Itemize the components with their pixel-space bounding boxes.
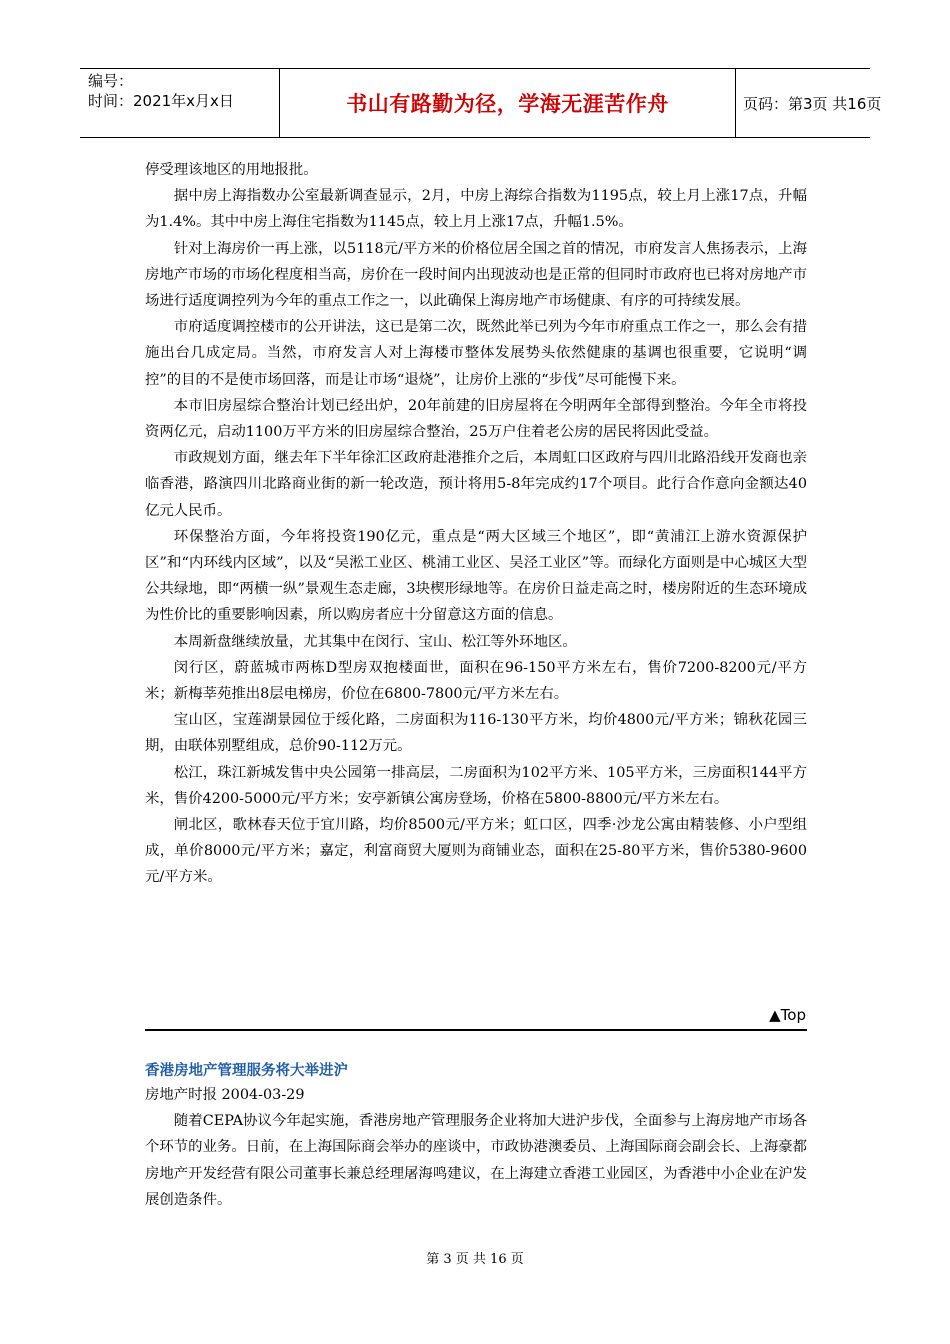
back-to-top-link[interactable]: ▲Top: [769, 1006, 806, 1024]
time-label: 时间：2021年x月x日: [88, 92, 234, 110]
page-footer: 第 3 页 共 16 页: [426, 1252, 524, 1267]
motto: 书山有路勤为径，学海无涯苦作舟: [280, 69, 736, 137]
paragraph: 松江，珠江新城发售中央公园第一排高层，二房面积为102平方米、105平方米，三房面积144平方米，售价4200-5000元/平方米；安亭新镇公寓房登场，价格在5800-8800元/平方米左右。: [145, 764, 807, 807]
article-source: 房地产时报 2004-03-29: [145, 1087, 305, 1103]
paragraph: 市府适度调控楼市的公开讲法，这已是第二次，既然此举已列为今年市府重点工作之一，那么会有措施出台几成定局。当然，市府发言人对上海楼市整体发展势头依然健康的基调也很重要，它说明“调控”的目的不是使市场回落，而是让市场“退烧”，让房价上涨的“步伐”尽可能慢下来。: [145, 319, 807, 388]
paragraph: 据中房上海指数办公室最新调查显示，2月，中房上海综合指数为1195点，较上月上涨17点，升幅为1.4%。其中中房上海住宅指数为1145点，较上月上涨17点，升幅1.5%。: [145, 188, 807, 231]
paragraph: 闵行区，蔚蓝城市两栋D型房双抱楼面世，面积在96-150平方米左右，售价7200-8200元/平方米；新梅莘苑推出8层电梯房，价位在6800-7800元/平方米左右。: [145, 659, 807, 703]
article-body: [145, 157, 807, 891]
paragraph: 环保整治方面，今年将投资190亿元，重点是“两大区域三个地区”，即“黄浦江上游水资源保护区”和“内环线内区域”，以及“吴淞工业区、桃浦工业区、吴泾工业区”等。而绿化方面则是中心城区大型公共绿地，即“两横一纵”景观生态走廊，3块楔形绿地等。在房价日益走高之时，楼房附近的生态环境成为性价比的重要影响因素，所以购房者应十分留意这方面的信息。: [145, 528, 807, 624]
header-info-cell: [80, 69, 280, 137]
page-header: [80, 68, 882, 138]
paragraph: 针对上海房价一再上涨，以5118元/平方米的价格位居全国之首的情况，市府发言人焦扬表示，上海房地产市场的市场化程度相当高，房价在一段时间内出现波动也是正常的但同时市政府也已将对房地产市场进行适度调控列为今年的重点工作之一，以此确保上海房地产市场健康、有序的可持续发展。: [145, 240, 807, 310]
page-info: 页码：第3页 共16页: [743, 94, 882, 113]
article-title: 香港房地产管理服务将大举进沪: [145, 1063, 348, 1079]
paragraph: 随着CEPA协议今年起实施，香港房地产管理服务企业将加大进沪步伐，全面参与上海房地产市场各个环节的业务。日前，在上海国际商会举办的座谈中，市政协港澳委员、上海国际商会副会长、上海豪都房地产开发经营有限公司董事长兼总经理屠海鸣建议，在上海建立香港工业园区，为香港中小企业在沪发展创造条件。: [145, 1113, 807, 1209]
paragraph: 宝山区，宝莲湖景园位于绥化路，二房面积为116-130平方米，均价4800元/平方米；锦秋花园三期，由联体别墅组成，总价90-112万元。: [145, 712, 807, 755]
section-divider: [145, 1029, 807, 1031]
paragraph: 本市旧房屋综合整治计划已经出炉，20年前建的旧房屋将在今明两年全部得到整治。今年全市将投资两亿元，启动1100万平方米的旧房屋综合整治，25万户住着老公房的居民将因此受益。: [145, 397, 807, 441]
second-article: [145, 1060, 807, 1214]
paragraph: 闸北区，歌林春天位于宜川路，均价8500元/平方米；虹口区，四季·沙龙公寓由精装修、小户型组成，单价8000元/平方米；嘉定，利富商贸大厦则为商铺业态，面积在25-80平方米，售价5380-9600元/平方米。: [145, 817, 807, 886]
number-label: 编号：: [88, 72, 134, 90]
paragraph: 市政规划方面，继去年下半年徐汇区政府赴港推介之后，本周虹口区政府与四川北路沿线开发商也亲临香港，路演四川北路商业街的新一轮改造，预计将用5-8年完成约17个项目。此行合作意向金额达40亿元人民币。: [145, 450, 807, 519]
paragraph: 本周新盘继续放量，尤其集中在闵行、宝山、松江等外环地区。: [173, 633, 577, 650]
paragraph: 停受理该地区的用地报批。: [145, 162, 318, 178]
